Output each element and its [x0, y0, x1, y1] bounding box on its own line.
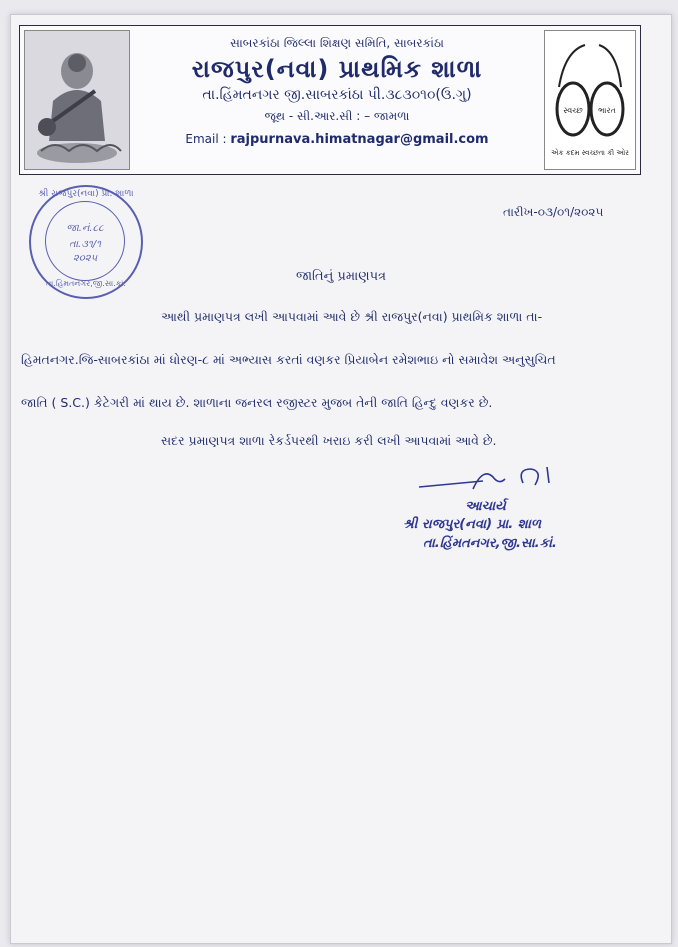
svg-text:સ્વચ્છ: સ્વચ્છ: [563, 106, 583, 115]
signatory-school: શ્રી રાજપુર(નવા) પ્રા. શાળ: [403, 517, 542, 532]
closing-line: સદર પ્રમાણપત્ર શાળા રેકર્ડપરથી ખરાઇ કરી લખી આપવામાં આવે છે.: [161, 433, 497, 448]
stamp-bottom-text: તા.હિંમતનગર,જી.સા.કાં.: [46, 279, 126, 288]
swachh-bharat-logo: [544, 30, 636, 170]
handwritten-signature: [413, 463, 573, 493]
svg-text:ભારત: ભારત: [598, 106, 616, 115]
school-address: તા.હિંમતનગર જી.સાબરકાંઠા પી.૩૮૩૦૧૦(ઉ.ગુ): [202, 87, 472, 103]
signatory-place: તા.હિંમતનગર,જી.સા.કાં.: [423, 536, 557, 551]
signatory-designation: આચાર્ય: [465, 499, 506, 514]
body-line-2: હિમતનગર.જિ-સાબરકાંઠા માં ધોરણ-૮ માં અભ્યાસ કરતાં વણકર પ્રિયાબેન રમેશભાઇ નો સમાવેશ અનુસુચિત: [21, 352, 556, 367]
email-row: [132, 132, 542, 147]
body-line-3: જાતિ ( S.C.) કેટેગરી માં થાય છે. શાળાના જનરલ રજીસ્ટર મુજબ તેની જાતિ હિન્દુ વણકર છે.: [21, 395, 493, 410]
email-address: rajpurnava.himatnagar@gmail.com: [230, 132, 489, 147]
certificate-title: જાતિનું પ્રમાણપત્ર: [295, 269, 386, 284]
saraswati-image: [24, 30, 130, 170]
body-line-1: આથી પ્રમાણપત્ર લખી આપવામાં આવે છે શ્રી રાજપુર(નવા) પ્રાથમિક શાળા તા-: [161, 309, 543, 324]
logo-tagline: એક કદમ સ્વચ્છતા કી ઓર: [551, 149, 629, 157]
certificate-date: તારીખ-૦૩/૦૧/૨૦૨૫: [503, 205, 604, 219]
stamp-ring-text: શ્રી રાજપુર(નવા) પ્રા. શાળા: [38, 189, 134, 199]
email-label: Email :: [185, 132, 227, 146]
letterhead: [19, 25, 641, 175]
stamp-entry-year: ૨૦૨૫: [72, 253, 98, 264]
certificate-page: [10, 14, 672, 944]
committee-name: સાબરકાંઠા જિલ્લા શિક્ષણ સમિતિ, સાબરકાંઠા: [230, 36, 444, 50]
cluster-info: જૂથ - સી.આર.સી : – જામળા: [264, 109, 410, 123]
letterhead-text: [132, 26, 542, 172]
stamp-entry-no: જા.નં.૮૮: [66, 223, 104, 234]
stamp-entry-date: તા.૩૧/૧: [68, 239, 102, 250]
goddess-figure-icon: [25, 31, 129, 169]
school-name: રાજપુર(નવા) પ્રાથમિક શાળા: [191, 55, 483, 83]
